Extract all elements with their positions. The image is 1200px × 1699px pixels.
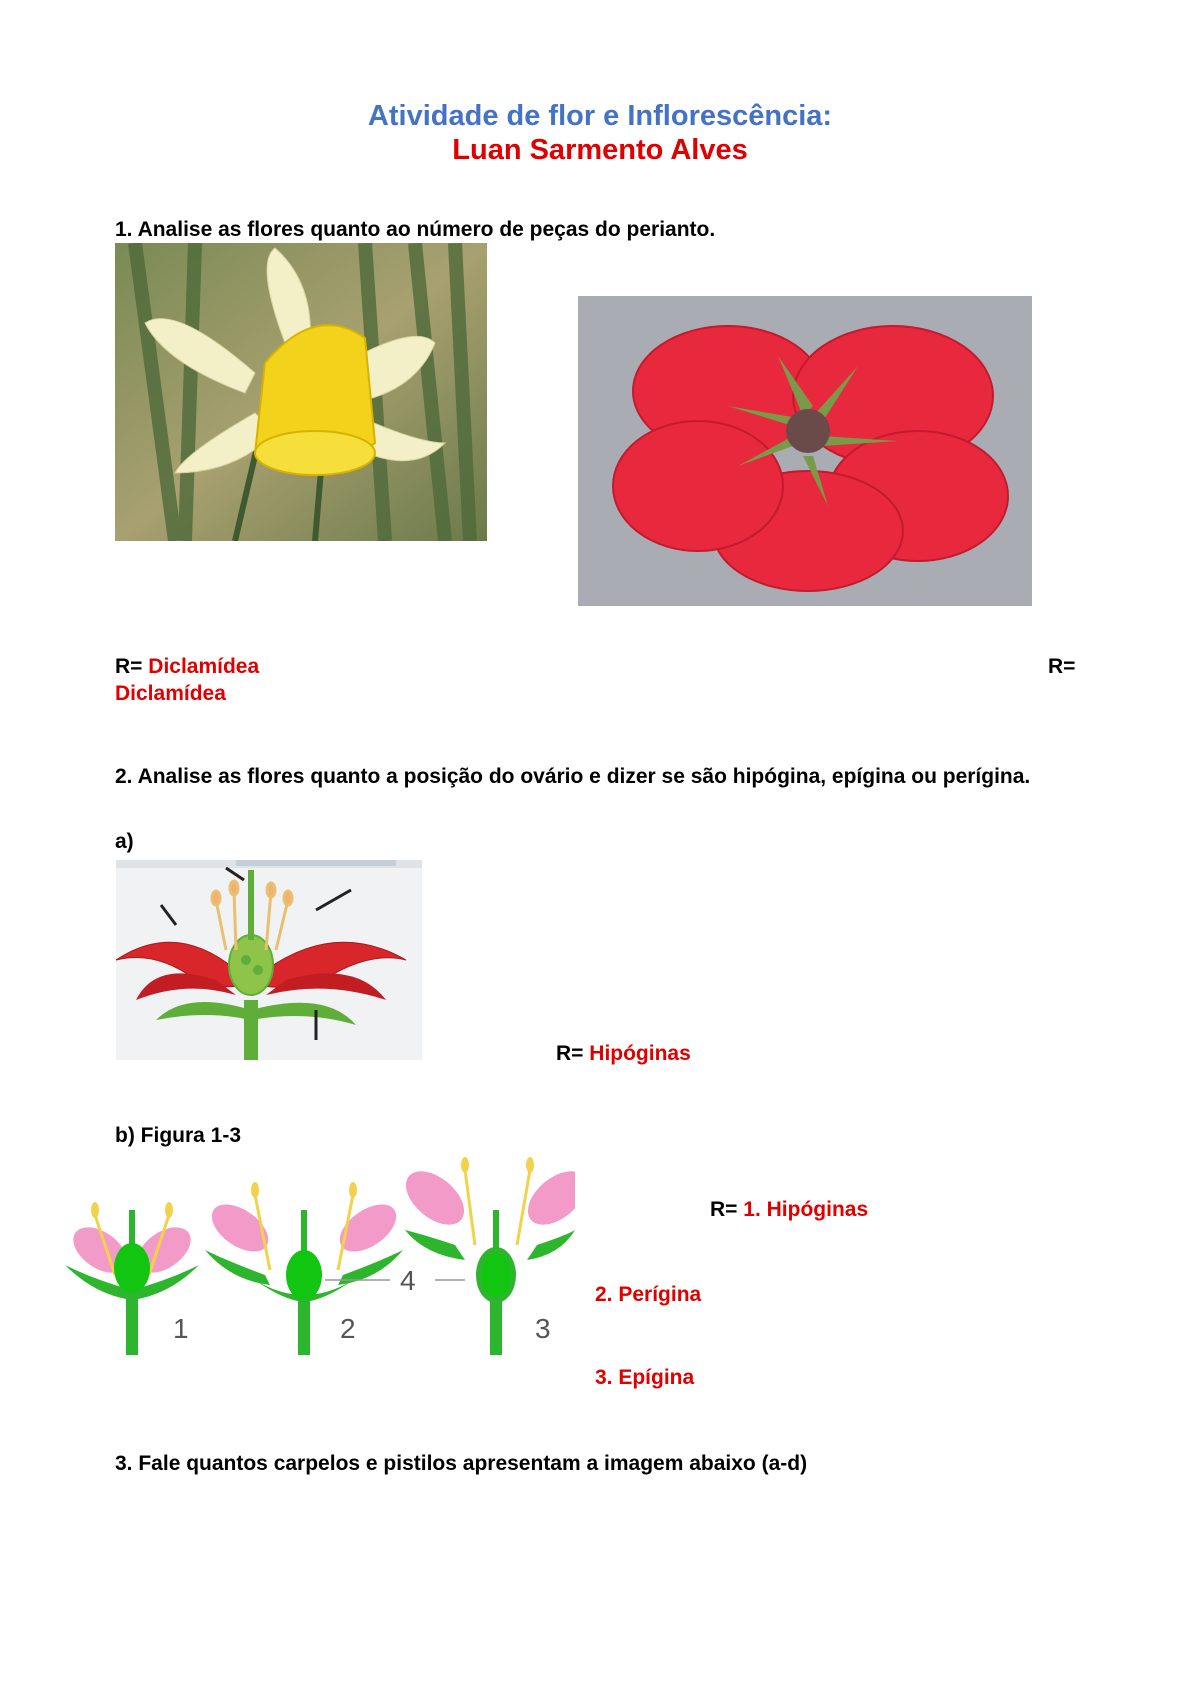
figure-label-2: 2 bbox=[340, 1313, 356, 1344]
part-a-label: a) bbox=[115, 830, 134, 853]
answer-value: 1. Hipóginas bbox=[743, 1198, 869, 1221]
figure-label-4: 4 bbox=[400, 1265, 416, 1296]
document-title: Atividade de flor e Inflorescência: bbox=[367, 100, 833, 132]
daffodil-photo bbox=[115, 243, 487, 541]
author-name: Luan Sarmento Alves bbox=[452, 134, 748, 166]
part-b-label: b) Figura 1-3 bbox=[115, 1124, 242, 1147]
question-3: 3. Fale quantos carpelos e pistilos apresentam a imagem abaixo (a-d) bbox=[115, 1452, 808, 1475]
q2b-answer-1 bbox=[710, 1196, 868, 1224]
answer-prefix: R= bbox=[710, 1198, 738, 1221]
answer-prefix: R= bbox=[115, 655, 143, 678]
red-geranium-photo bbox=[578, 296, 1032, 606]
figure-label-1: 1 bbox=[173, 1313, 189, 1344]
q2b-answer-2: 2. Perígina bbox=[595, 1283, 702, 1306]
question-2: 2. Analise as flores quanto a posição do ovário e dizer se são hipógina, epígina ou perígina. bbox=[115, 765, 1031, 788]
lily-diagram bbox=[116, 860, 422, 1060]
q1-answer-right-value: Diclamídea bbox=[115, 682, 226, 705]
q2a-answer bbox=[556, 1040, 691, 1068]
q2b-answer-3: 3. Epígina bbox=[595, 1366, 695, 1389]
question-1: 1. Analise as flores quanto ao número de peças do perianto. bbox=[115, 218, 716, 241]
ovary-position-diagram bbox=[55, 1150, 575, 1360]
answer-value: Diclamídea bbox=[148, 655, 260, 678]
q1-answer-right-prefix: R= bbox=[1048, 655, 1076, 678]
answer-value: Hipóginas bbox=[589, 1042, 691, 1065]
figure-label-3: 3 bbox=[535, 1313, 551, 1344]
answer-prefix: R= bbox=[556, 1042, 584, 1065]
q1-answer-left bbox=[115, 653, 259, 681]
